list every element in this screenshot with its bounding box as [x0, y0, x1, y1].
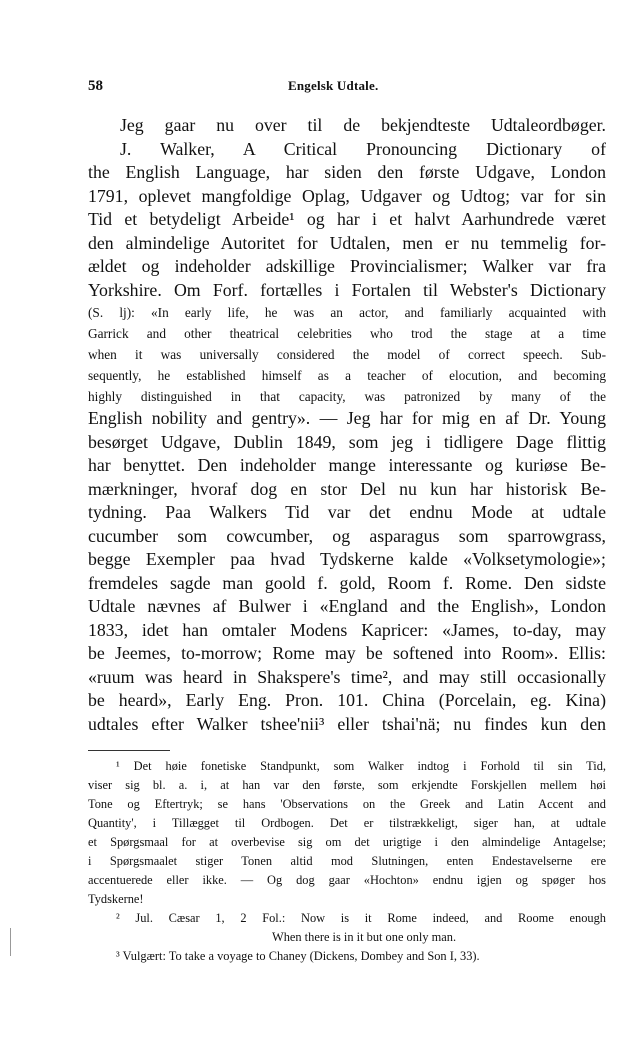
footnote-line: ² Jul. Cæsar 1, 2 Fol.: Now is it Rome indeed, and Roome enough	[116, 911, 606, 925]
body-line: English nobility and gentry». — Jeg har for mig en af Dr. Young	[88, 408, 606, 428]
body-line: udtales efter Walker tshee'nii³ eller tshai'nä; nu findes kun den	[88, 713, 606, 734]
body-line: Tid et betydeligt Arbeide¹ og har i et halvt Aarhundrede været	[88, 209, 606, 229]
main-text	[88, 114, 606, 736]
body-line: besørget Udgave, Dublin 1849, som jeg i tidligere Dage flittig	[88, 431, 606, 452]
footnote-line: Tydskerne!	[88, 892, 144, 906]
footnote-line: When there is in it but one only man.	[272, 930, 457, 944]
page-number: 58	[88, 78, 103, 94]
footnote-line: viser sig bl. a. i, at han var den første, som erkjendte Forskjellen mellem høi	[88, 778, 606, 792]
body-line: tydning. Paa Walkers Tid var det endnu Mode at udtale	[88, 502, 606, 522]
body-line: ældet og indeholder adskillige Provincialismer; Walker var fra	[88, 256, 606, 276]
body-line: fremdeles sagde man goold f. gold, Room f. Rome. Den sidste	[88, 572, 606, 593]
body-line-quote: sequently, he established himself as a teacher of elocution, and becoming	[88, 368, 606, 383]
body-line: be Jeemes, to-morrow; Rome may be softened into Room». Ellis:	[88, 643, 606, 663]
page-edge-mark	[10, 928, 11, 956]
body-line-quote: when it was universally considered the model of correct speech. Sub-	[88, 347, 606, 362]
body-line: the English Language, har siden den første Udgave, London	[88, 162, 606, 182]
body-line: 1791, oplevet mangfoldige Oplag, Udgaver og Udtog; var for sin	[88, 185, 606, 206]
body-line: «ruum was heard in Shakspere's time², and may still occasionally	[88, 666, 606, 687]
body-line: Yorkshire. Om Forf. fortælles i Fortalen til Webster's Dictionary	[88, 279, 606, 300]
body-line: cucumber som cowcumber, og asparagus som sparrowgrass,	[88, 525, 606, 546]
body-line: har benyttet. Den indeholder mange interessante og kuriøse Be-	[88, 455, 606, 475]
body-line: J. Walker, A Critical Pronouncing Dictionary of	[120, 138, 606, 159]
body-line: den almindelige Autoritet for Udtalen, men er nu temmelig for-	[88, 232, 606, 253]
running-title: Engelsk Udtale.	[288, 78, 379, 93]
footnote-line: accentuerede eller ikke. — Og dog gaar «Hochton» endnu igjen og spøger hos	[88, 873, 606, 887]
body-line-quote: highly distinguished in that capacity, was patronized by many of the	[88, 389, 606, 404]
body-line-quote: (S. lj): «In early life, he was an actor, and familiarly acquainted with	[88, 305, 606, 320]
body-line: mærkninger, hvoraf dog en stor Del nu kun har historisk Be-	[88, 478, 606, 499]
body-line: Udtale nævnes af Bulwer i «England and the English», London	[88, 596, 606, 616]
body-line-quote: Garrick and other theatrical celebrities who trod the stage at a time	[88, 326, 606, 341]
footnote-line: Quantity', i Tillægget til Ordbogen. Det er tilstrækkeligt, siger han, at udtale	[88, 816, 606, 830]
body-line: begge Exempler paa hvad Tydskerne kalde «Volksetymologie»;	[88, 549, 606, 569]
footnote-divider	[88, 750, 170, 751]
body-line: Jeg gaar nu over til de bekjendteste Udtaleordbøger.	[120, 115, 606, 135]
footnote-line: ³ Vulgært: To take a voyage to Chaney (Dickens, Dombey and Son I, 33).	[116, 949, 480, 963]
body-line: be heard», Early Eng. Pron. 101. China (Porcelain, eg. Kina)	[88, 690, 606, 710]
footnote-line: ¹ Det høie fonetiske Standpunkt, som Walker indtog i Forhold til sin Tid,	[116, 759, 606, 773]
footnote-line: i Spørgsmaalet stiger Tonen altid mod Slutningen, enten Endestavelserne ere	[88, 854, 606, 868]
body-line: 1833, idet han omtaler Modens Kapricer: «James, to-day, may	[88, 619, 606, 640]
running-head	[88, 78, 606, 98]
footnote-line: et Spørgsmaal for at overbevise sig om det urigtige i den almindelige Antagelse;	[88, 835, 606, 849]
footnote-line: Tone og Eftertryk; se hans 'Observations on the Greek and Latin Accent and	[88, 797, 606, 811]
footnotes	[88, 757, 606, 966]
